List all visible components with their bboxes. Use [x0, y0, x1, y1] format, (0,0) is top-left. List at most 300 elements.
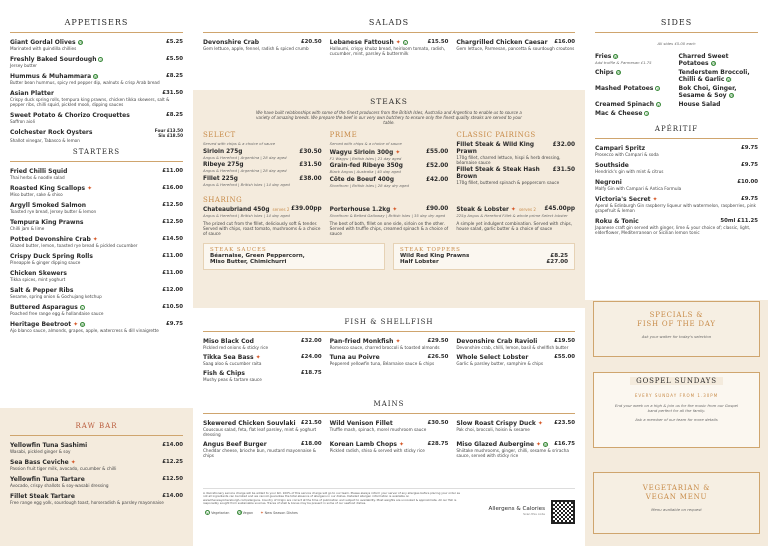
- steak-item-name-wrap: [456, 142, 552, 156]
- side-item-name-wrap: [595, 69, 675, 76]
- menu-item: [0, 112, 193, 124]
- vegetarian-icon: V: [81, 306, 84, 311]
- menu-item: [0, 56, 193, 68]
- menu-item-desc: Saffron aioli: [10, 119, 35, 124]
- menu-item-row: [10, 202, 183, 209]
- menu-item-price: £19.50: [554, 338, 575, 344]
- menu-item-desc: Shallot vinegar, Tabasco & lemon: [10, 138, 80, 144]
- steak-grid: [193, 131, 585, 190]
- menu-item-price: £28.75: [427, 441, 449, 447]
- menu-item-row: [10, 73, 183, 80]
- menu-item-name: Lebanese Fattoush: [329, 39, 394, 46]
- select-note: Served with chips & a choice of sauce: [203, 141, 276, 147]
- steak-item-price: £30.50: [299, 148, 322, 155]
- menu-item: [0, 219, 193, 231]
- menu-item-price: £10.50: [162, 304, 183, 311]
- topper-item-price: £8.25: [550, 252, 568, 259]
- gospel-text: End your week on a high & join us for the music from our Gospel band perfect for all the family.: [614, 403, 739, 413]
- menu-item-name-wrap: [456, 338, 537, 345]
- steak-item-name: Fillet 225g: [203, 175, 238, 182]
- menu-item-price: £20.50: [300, 39, 322, 45]
- menu-item-row: [10, 236, 183, 243]
- menu-item-name: Chicken Skewers: [10, 270, 67, 278]
- sharing-list: [193, 206, 585, 236]
- vegan-box: [593, 472, 760, 534]
- topper-item-name: Half Lobster: [400, 259, 439, 266]
- menu-item-name: Salt & Pepper Ribs: [10, 287, 74, 295]
- menu-item-row: [203, 354, 322, 361]
- side-item-name-wrap: [595, 53, 675, 60]
- menu-item-desc: Cheddar cheese, brioche bun, mustard mayonnaise & chips: [203, 448, 317, 458]
- menu-item: [585, 218, 768, 235]
- menu-item-name-wrap: [10, 236, 98, 243]
- menu-item: [456, 441, 575, 462]
- menu-item-price: £21.50: [300, 420, 322, 426]
- menu-item: [456, 354, 575, 370]
- side-item-desc: Add truffle & Parmesan £1.75: [595, 60, 652, 65]
- menu-item-name-wrap: [10, 287, 73, 294]
- menu-item: [0, 39, 193, 51]
- menu-item-row: [203, 420, 322, 427]
- sharing-serves: serves 2: [272, 207, 290, 213]
- side-item-name-wrap: [679, 69, 759, 83]
- steak-item-name: Sirloin 275g: [203, 148, 243, 155]
- menu-item: [0, 493, 193, 505]
- legend-vegan: Vegan: [242, 510, 254, 515]
- menu-item-name-wrap: [10, 39, 83, 46]
- steak-sauces-heading: STEAK SAUCES: [210, 246, 267, 253]
- vegan-icon: VE: [727, 78, 732, 82]
- menu-item-price: £26.50: [427, 354, 449, 360]
- menu-item-name: Southside: [595, 162, 629, 169]
- specials-text: Ask your waiter for today's selection: [641, 334, 712, 339]
- menu-item-name: Giant Gordal Olives: [10, 39, 76, 46]
- menu-item: [330, 441, 449, 462]
- menu-item-name-wrap: [330, 338, 401, 345]
- menu-item: [0, 90, 193, 107]
- menu-item-price: £11.00: [162, 270, 183, 277]
- menu-item-name: Campari Spritz: [595, 145, 646, 152]
- sharing-item: [330, 206, 457, 236]
- menu-item-row: [10, 168, 183, 175]
- divider: [10, 161, 183, 162]
- menu-item-price: £23.50: [554, 420, 575, 426]
- classic-list: [456, 142, 575, 186]
- prime-heading: PRIME: [329, 131, 358, 140]
- menu-item-price: 50ml £11.25: [720, 218, 758, 224]
- fish-heading: FISH & SHELLFISH: [344, 318, 434, 326]
- menu-item-desc: Wasabi, pickled ginger & soy: [10, 449, 71, 454]
- menu-item-name: Argyll Smoked Salmon: [10, 202, 87, 210]
- menu-item: [0, 202, 193, 214]
- qr-code-icon[interactable]: [551, 500, 575, 524]
- menu-item-price: £9.75: [740, 145, 758, 151]
- menu-item-desc: Jersey butter: [10, 63, 37, 68]
- menu-item-name: Skewered Chicken Souvlaki: [203, 420, 296, 427]
- allergens-label: Allergens & Calories: [488, 506, 545, 512]
- starters-list: [0, 168, 193, 333]
- menu-item-price: £16.75: [554, 441, 575, 447]
- menu-item-name-wrap: [203, 441, 267, 448]
- menu-item-desc: Marinated with guindilla chillies: [10, 46, 77, 51]
- steak-item-row: [456, 167, 575, 181]
- menu-item-desc: Malfy Gin with Campari & Antica Formula: [595, 186, 682, 191]
- menu-item-row: [10, 39, 183, 46]
- menu-item: [0, 321, 193, 333]
- right-column: [585, 0, 768, 546]
- menu-item-desc: Truffle mash, spinach, morel mushroom sauce: [329, 427, 427, 432]
- menu-item-row: [10, 129, 183, 138]
- menu-item-name-wrap: [456, 441, 548, 448]
- steak-item-price: £31.50: [299, 162, 322, 169]
- sharing-item-price: £45.00pp: [544, 206, 576, 213]
- menu-item-row: [330, 420, 449, 427]
- divider: [595, 32, 758, 33]
- menu-item-name: Whole Select Lobster: [456, 354, 529, 361]
- menu-item-desc: Gem lettuce, Parmesan, pancetta & sourdough croutons: [456, 46, 575, 51]
- steak-item-desc: 170g fillet, charred lettuce, hispi & herb dressing, béarnaise sauce: [456, 155, 561, 165]
- menu-item: [330, 420, 449, 441]
- menu-item-name: Potted Devonshire Crab: [10, 236, 91, 244]
- menu-item-name-wrap: [10, 321, 85, 328]
- menu-item: [0, 270, 193, 282]
- menu-item-price: £14.00: [162, 493, 183, 499]
- menu-item-row: [456, 441, 575, 448]
- raw-bar-list: [0, 442, 193, 505]
- menu-item-name: Miso Black Cod: [203, 338, 254, 345]
- new-season-star-icon: ✦: [87, 185, 93, 193]
- menu-item-name-wrap: [330, 420, 393, 427]
- menu-item-price: £11.00: [162, 168, 183, 175]
- side-item-name-wrap: [595, 110, 675, 117]
- menu-item-name-wrap: [10, 253, 93, 260]
- mains-heading: MAINS: [373, 400, 405, 408]
- side-item: [595, 69, 675, 83]
- menu-item-desc: Sesame, spring onion & Gochujang ketchup: [10, 294, 102, 300]
- appetisers-list: [0, 39, 193, 143]
- menu-item-price: £14.00: [162, 442, 183, 448]
- side-item: [679, 53, 759, 67]
- menu-item-row: [10, 56, 183, 63]
- specials-box: [593, 301, 760, 357]
- menu-item-name-wrap: [10, 90, 54, 97]
- menu-item-name: Wild Venison Fillet: [329, 420, 393, 427]
- steak-item-name: Ribeye 275g: [203, 162, 244, 169]
- sharing-item: [456, 206, 575, 236]
- menu-item-name: Sea Bass Ceviche: [10, 459, 69, 466]
- left-column: [0, 0, 193, 546]
- menu-item-price: £14.50: [162, 236, 183, 243]
- menu-item: [330, 338, 449, 354]
- footer-row: [203, 492, 575, 524]
- menu-item: [585, 145, 768, 157]
- menu-item-row: [456, 39, 575, 46]
- menu-item-desc: Crispy duck spring rolls, tempura king prawns, chicken tikka skewers, salt & pepper ribs, chilli squid, pickled mooli, dipping sauces: [10, 97, 170, 107]
- menu-item-name-wrap: [595, 162, 629, 169]
- menu-item-row: [456, 354, 575, 361]
- side-item-name-wrap: [595, 101, 675, 108]
- menu-item-row: [595, 196, 758, 203]
- aperitif-list: [585, 145, 768, 235]
- footer-legend: [203, 510, 465, 516]
- vegan-icon: VE: [729, 94, 734, 98]
- menu-item-name: Crispy Duck Spring Rolls: [10, 253, 93, 261]
- select-list: [203, 149, 322, 188]
- menu-item-row: [10, 90, 183, 97]
- menu-item-row: [10, 304, 183, 311]
- menu-item: [203, 354, 322, 370]
- side-item: [679, 85, 759, 99]
- sides-aperitif-panel: [585, 0, 768, 300]
- legend-vegetarian: Vegetarian: [211, 510, 230, 515]
- sharing-item-sub: Shorthorn & Belted Galloway | British Isles | 35 day dry aged: [329, 213, 446, 219]
- divider: [203, 331, 575, 332]
- vegan-icon: VE: [78, 41, 83, 45]
- steak-toppers-list: [400, 253, 568, 266]
- steak-item-row: [456, 142, 575, 156]
- menu-item-desc: Prosecco with Campari & soda: [595, 152, 659, 157]
- menu-item-row: [203, 370, 322, 377]
- steak-toppers-box: [393, 243, 575, 270]
- menu-item-price: £8.25: [165, 73, 183, 79]
- new-season-star-icon: ✦: [260, 509, 264, 515]
- menu-item-desc: Passion fruit tiger milk, avocado, cucumber & chilli: [10, 466, 117, 471]
- fish-list: [193, 338, 585, 386]
- divider: [203, 488, 575, 489]
- side-item: [595, 85, 675, 99]
- new-season-star-icon: ✦: [652, 196, 658, 203]
- menu-item-row: [10, 112, 183, 119]
- vegetarian-icon: V: [404, 41, 407, 45]
- salad-item: [456, 39, 575, 56]
- classic-heading: CLASSIC PAIRINGS: [456, 131, 536, 140]
- menu-item: [0, 168, 193, 180]
- menu-item-name-wrap: [456, 354, 528, 361]
- mains-section: [193, 400, 585, 462]
- steaks-heading: STEAKS: [370, 97, 408, 106]
- menu-item-name: Freshly Baked Sourdough: [10, 56, 97, 63]
- menu-item-name-wrap: [10, 442, 87, 449]
- divider: [10, 32, 183, 33]
- menu-item-name: Devonshire Crab: [203, 39, 260, 46]
- menu-item-name-wrap: [10, 112, 130, 119]
- prime-block: [330, 131, 457, 190]
- side-item-name: Tenderstem Broccoli, Chilli & Garlic: [678, 69, 750, 83]
- sharing-heading: SHARING: [203, 196, 243, 205]
- vegan-icon: VE: [544, 443, 549, 447]
- menu-item-row: [203, 39, 322, 46]
- menu-item-price: £10.00: [737, 179, 758, 185]
- menu-item-price: £12.50: [162, 476, 183, 482]
- menu-item-name-wrap: [10, 304, 85, 311]
- gospel-heading: GOSPEL SUNDAYS: [630, 377, 723, 385]
- menu-item-name-wrap: [330, 441, 404, 448]
- sides-list: [585, 53, 768, 117]
- new-season-star-icon: ✦: [92, 236, 98, 244]
- menu-item-price: £55.00: [554, 354, 575, 360]
- new-season-star-icon: ✦: [510, 206, 516, 214]
- menu-item-price: £12.50: [162, 219, 183, 226]
- menu-item-row: [10, 476, 183, 483]
- menu-item-name: Fillet Steak Tartare: [10, 493, 75, 500]
- menu-item-desc: Garlic & parsley butter, samphire & chips: [456, 361, 544, 366]
- side-item-name: Mashed Potatoes: [595, 85, 654, 92]
- sharing-item-sub: 225g Angus & Hereford Fillet & whole prime Select lobster: [456, 213, 568, 219]
- menu-item-price: £32.00: [300, 338, 322, 344]
- menu-item-price: Four £13.50 Six £18.50: [154, 128, 183, 138]
- side-item: [679, 101, 759, 108]
- menu-item-desc: Peppered yellowfin tuna, Béarnaise sauce & chips: [329, 361, 435, 366]
- menu-item-name: Angus Beef Burger: [203, 441, 267, 448]
- starters-heading: STARTERS: [72, 148, 121, 157]
- sharing-item-name: Steak & Lobster: [456, 207, 509, 214]
- topper-item-name: Wild Red King Prawns: [400, 252, 470, 259]
- side-item-name-wrap: [679, 101, 759, 108]
- menu-item-name-wrap: [10, 270, 67, 277]
- menu-item-desc: Couscous salad, feta, flat leaf parsley, mint & yoghurt dressing: [203, 427, 317, 437]
- menu-item-name: Devonshire Crab Ravioli: [456, 338, 538, 345]
- fish-section: [193, 318, 585, 386]
- new-season-star-icon: ✦: [73, 321, 79, 329]
- menu-item-desc: Saag aloo & cucumber raita: [203, 361, 262, 366]
- menu-item-price: £12.25: [162, 459, 183, 465]
- menu-item-name-wrap: [595, 179, 622, 186]
- menu-item-name: Chargrilled Chicken Caesar: [456, 39, 548, 46]
- divider: [203, 32, 575, 33]
- menu-item-row: [595, 162, 758, 169]
- menu-item-name-wrap: [10, 476, 85, 483]
- side-item-name: Mac & Cheese: [595, 110, 643, 117]
- legend-new-season: New Season Dishes: [264, 510, 298, 515]
- menu-item-name-wrap: [203, 370, 245, 377]
- footer: [203, 488, 575, 536]
- menu-item: [0, 73, 193, 85]
- menu-item: [0, 185, 193, 197]
- center-column: [193, 0, 585, 546]
- vegetarian-icon: V: [645, 112, 649, 116]
- menu-item-row: [456, 338, 575, 345]
- menu-item-name: Korean Lamb Chops: [329, 441, 397, 448]
- menu-item-price: £12.00: [162, 287, 183, 294]
- menu-item-desc: Toasted rye bread, Jersey butter & lemon: [10, 209, 97, 215]
- menu-item-row: [330, 354, 449, 361]
- menu-item-row: [330, 39, 449, 46]
- steaks-intro: We have built relationships with some of the finest producers from the British Isles, Australia and Argentina to enable us to source a variety of amazing breeds. We prepare the beef in our very own butchery to ensure only the finest quality steaks are served to your table.: [256, 110, 522, 125]
- menu-item-desc: Free range egg yolk, sourdough toast, horseradish & parsley mayonnaise: [10, 500, 164, 505]
- steaks-panel: [193, 90, 585, 308]
- sharing-item-sub: Angus & Hereford | British Isles | 14 day aged: [203, 213, 290, 219]
- sharing-item-price: £90.00: [425, 206, 449, 213]
- steak-item-desc: Black Angus | Australia | 40 day aged: [329, 169, 401, 175]
- menu-item-name: Sweet Potato & Chorizo Croquettes: [10, 112, 130, 119]
- gospel-sub: EVERY SUNDAY FROM 1.30PM: [634, 393, 719, 398]
- menu-item-name-wrap: [595, 145, 645, 152]
- menu-item-name: Yellowfin Tuna Tartare: [10, 476, 85, 483]
- salads-heading: SALADS: [368, 18, 410, 27]
- menu-item-name: Victoria's Secret: [595, 196, 651, 203]
- menu-item-name: Heritage Beetroot: [10, 321, 72, 329]
- menu-item-row: [10, 442, 183, 449]
- sharing-serves: serves 2: [518, 207, 536, 213]
- menu-item-desc: Mushy peas & tartare sauce: [203, 377, 262, 382]
- menu-item-desc: Miso butter, sake & shiso: [10, 192, 63, 198]
- steak-item-price: £42.00: [425, 176, 449, 183]
- side-item: [595, 101, 675, 108]
- menu-item: [585, 196, 768, 213]
- vegetarian-icon: V: [99, 58, 103, 62]
- aperitif-heading: APÉRITIF: [654, 125, 699, 133]
- sharing-item-desc: The best of both, fillet on one side, sirloin on the other. Served with truffle chips, creamed spinach & a choice of sauce: [329, 220, 449, 236]
- gospel-text-2: Ask a member of our team for more details: [635, 417, 718, 423]
- menu-item-desc: Romesco sauce, charred broccoli & toasted almonds: [329, 345, 440, 350]
- menu-item-desc: Ajo blanco sauce, almonds, grapes, apple, watercress & dill vinaigrette: [10, 328, 159, 334]
- topper-item-row: [400, 259, 568, 265]
- menu-item-name-wrap: [10, 129, 92, 136]
- sharing-item-desc: A simple yet indulgent combination. Served with chips, house salad, garlic butter & a choice of sauce: [456, 220, 573, 231]
- divider: [10, 435, 183, 436]
- side-item-name-wrap: [679, 53, 759, 67]
- menu-item-row: [456, 420, 575, 427]
- sides-heading: SIDES: [660, 18, 693, 27]
- steak-item-name: Grain-fed Ribeye 350g: [329, 163, 403, 170]
- menu-item-row: [203, 441, 322, 448]
- footer-text: A discretionary service charge will be added to your bill. 100% of this service charge will go to our team. Please always inform your server of any allergies before placing your order as not all ingredients can be listed and we cannot guarantee the total absence of allergens in our dishes. Detailed allergen information is available on www.thenewyorkersburgh.com/allergens. Country of Origin are correct at the time of publication and subject to availability. Most weights are uncooked & approximate. All our fish is responsibly sought from sustainable sources. Traces of shell & bones may be present in some of our seafood dishes.: [203, 491, 460, 506]
- menu-item-desc: Tikka spices, mint yoghurt: [10, 277, 66, 283]
- menu-item-desc: Avocado, crispy shallots & soy-wasabi dressing: [10, 483, 109, 488]
- vegan-icon: VE: [94, 75, 99, 79]
- steak-item-name-wrap: [456, 167, 552, 181]
- menu-item-desc: Poached free range egg & hollandaise sauce: [10, 311, 104, 317]
- vegetarian-icon: V: [206, 511, 209, 516]
- menu-item-name-wrap: [330, 39, 408, 46]
- new-season-star-icon: ✦: [395, 39, 401, 46]
- menu-item-name-wrap: [10, 202, 86, 209]
- side-item-name: House Salad: [678, 101, 721, 108]
- menu-item-row: [595, 145, 758, 152]
- select-block: [203, 131, 330, 190]
- menu-item-desc: Devonshire crab, chilli, lemon, basil & shellfish butter: [456, 345, 569, 350]
- menu-item-desc: Butter bean hummus, spicy red pepper dip, walnuts & crisp Arab bread: [10, 80, 160, 85]
- menu-item-name: Buttered Asparagus: [10, 304, 78, 312]
- menu-item-desc: Hendrick's gin with mint & citrus: [595, 169, 664, 174]
- menu-item-name-wrap: [203, 338, 254, 345]
- menu-item: [0, 236, 193, 248]
- menu-item-name-wrap: [10, 493, 75, 500]
- menu-item: [0, 129, 193, 143]
- menu-item-price: £30.50: [427, 420, 449, 426]
- menu-item-row: [10, 219, 183, 226]
- menu-item-price: £9.75: [165, 321, 183, 328]
- menu-item: [0, 253, 193, 265]
- menu-item-name-wrap: [595, 218, 639, 225]
- vegan-text: Menu available on request: [651, 507, 702, 512]
- menu-item-price: £15.50: [427, 39, 449, 45]
- menu-item-name: Tempura King Prawns: [10, 219, 84, 227]
- salad-item: [330, 39, 457, 56]
- vegan-heading: VEGETARIAN & VEGAN MENU: [642, 484, 711, 501]
- menu-item: [330, 354, 449, 370]
- sharing-item-price: £39.00pp: [291, 206, 322, 213]
- steak-item-desc: Shorthorn | British Isles | 28 day dry aged: [329, 182, 409, 188]
- menu-item-price: £18.00: [300, 441, 322, 447]
- menu-item-name: Slow Roast Crispy Duck: [456, 420, 536, 427]
- menu-item-row: [203, 338, 322, 345]
- menu-item: [0, 459, 193, 471]
- menu-item-name: Asian Platter: [10, 90, 54, 97]
- new-season-star-icon: ✦: [70, 459, 76, 466]
- new-season-star-icon: ✦: [536, 441, 542, 448]
- menu-item-name: Yellowfin Tuna Sashimi: [10, 442, 88, 449]
